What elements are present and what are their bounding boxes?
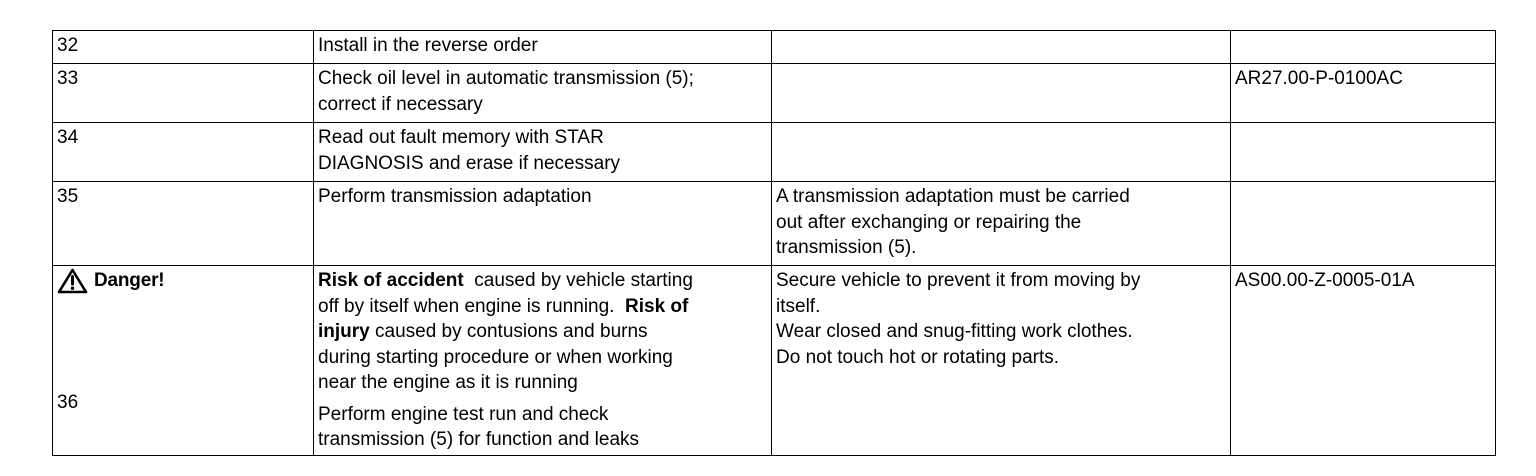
step-number: 36 [57,392,79,413]
measure-line: Wear closed and snug-fitting work clothes. [776,321,1133,342]
step-action-line: DIAGNOSIS and erase if necessary [318,152,621,174]
table-row [53,31,1496,64]
measure-paragraph [776,268,1225,319]
step-notes [772,64,1231,123]
danger-reference: AS00.00-Z-0005-01A [1231,266,1496,456]
danger-step-cell [53,266,314,456]
step-action [314,123,772,182]
danger-label: Danger! [94,270,165,291]
step-notes-line: transmission (5). [776,237,917,258]
step-reference [1231,182,1496,266]
measure-paragraph [776,319,1225,370]
step-action-line: Check oil level in automatic transmission (5); [318,68,694,89]
risk-text-line: during starting procedure or when working [318,346,673,368]
step-number: 34 [53,123,314,182]
risk-text-line: caused by contusions and burns [375,321,648,342]
step-action: Install in the reverse order [314,31,772,64]
risk-text-line: near the engine as it is running [318,372,578,393]
step-notes-line: out after exchanging or repairing the [776,211,1082,233]
step-action-line: correct if necessary [318,93,483,115]
risk-injury-bold-b: injury [318,321,370,342]
risk-text-line: off by itself when engine is running. [318,295,615,317]
step-action-line: Read out fault memory with STAR [318,127,604,148]
spacer [57,294,308,390]
step-notes [772,123,1231,182]
step-notes [772,31,1231,64]
procedure-table [52,30,1496,456]
measure-line: itself. [776,295,821,317]
step-notes-line: A transmission adaptation must be carried [776,186,1130,207]
step-reference [1231,31,1496,64]
step-notes [772,182,1231,266]
table-row [53,182,1496,266]
step-reference [1231,123,1496,182]
risk-accident-bold: Risk of accident [318,270,464,291]
step-action-line: transmission (5) for function and leaks [318,429,640,450]
warning-triangle-icon [57,268,88,294]
danger-heading [57,268,308,294]
step-action [314,64,772,123]
risk-text-line: caused by vehicle starting [474,270,693,291]
measure-line: Secure vehicle to prevent it from moving by [776,270,1141,291]
risk-injury-bold-a: Risk of [625,295,689,317]
step-action [318,402,766,453]
table-row-danger [53,266,1496,456]
step-number: 35 [53,182,314,266]
step-number: 33 [53,64,314,123]
step-reference: AR27.00-P-0100AC [1231,64,1496,123]
danger-risk-text [318,268,766,396]
step-action: Perform transmission adaptation [314,182,772,266]
table-row [53,64,1496,123]
step-number: 32 [53,31,314,64]
measure-line: Do not touch hot or rotating parts. [776,346,1060,368]
danger-measures-cell [772,266,1231,456]
danger-risk-cell [314,266,772,456]
table-row [53,123,1496,182]
step-action-line: Perform engine test run and check [318,403,609,425]
